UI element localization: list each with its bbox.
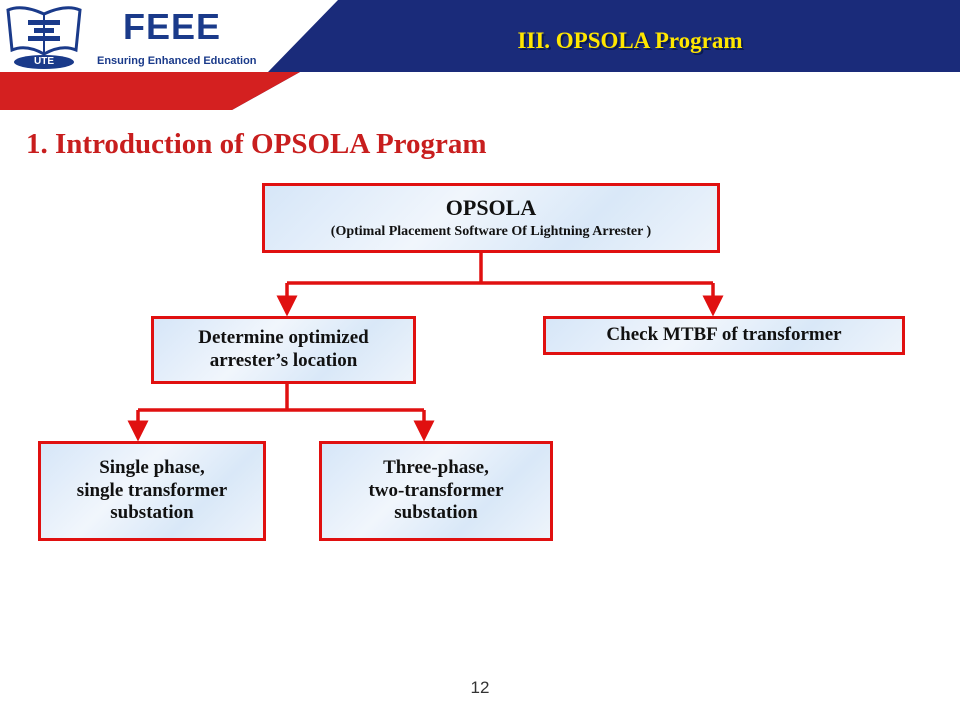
mtbf-line1: Check MTBF of transformer [606, 324, 842, 346]
section-title: III. OPSOLA Program [517, 28, 743, 53]
determine-line1: Determine optimized [198, 327, 369, 349]
logo-title: FEEE [123, 6, 222, 47]
logo-badge: UTE [34, 56, 54, 67]
opsola-title: OPSOLA [445, 195, 537, 221]
single-line1: Single phase, [99, 456, 205, 478]
single-phase-box [38, 441, 266, 541]
opsola-root-box [262, 183, 720, 253]
three-phase-box [319, 441, 553, 541]
logo-subtitle: Ensuring Enhanced Education [97, 55, 257, 67]
single-line3: substation [110, 502, 194, 524]
determine-line2: arrester’s location [209, 350, 358, 371]
three-line1: Three-phase, [383, 456, 489, 478]
slide-heading: 1. Introduction of OPSOLA Program [26, 128, 487, 160]
determine-location-box [151, 316, 416, 384]
check-mtbf-box [543, 316, 905, 355]
page-number: 12 [470, 678, 490, 697]
three-line2: two-transformer [368, 479, 504, 501]
three-line3: substation [394, 502, 478, 524]
opsola-subtitle: (Optimal Placement Software Of Lightning Arrester ) [330, 223, 652, 239]
single-line2: single transformer [76, 479, 228, 501]
